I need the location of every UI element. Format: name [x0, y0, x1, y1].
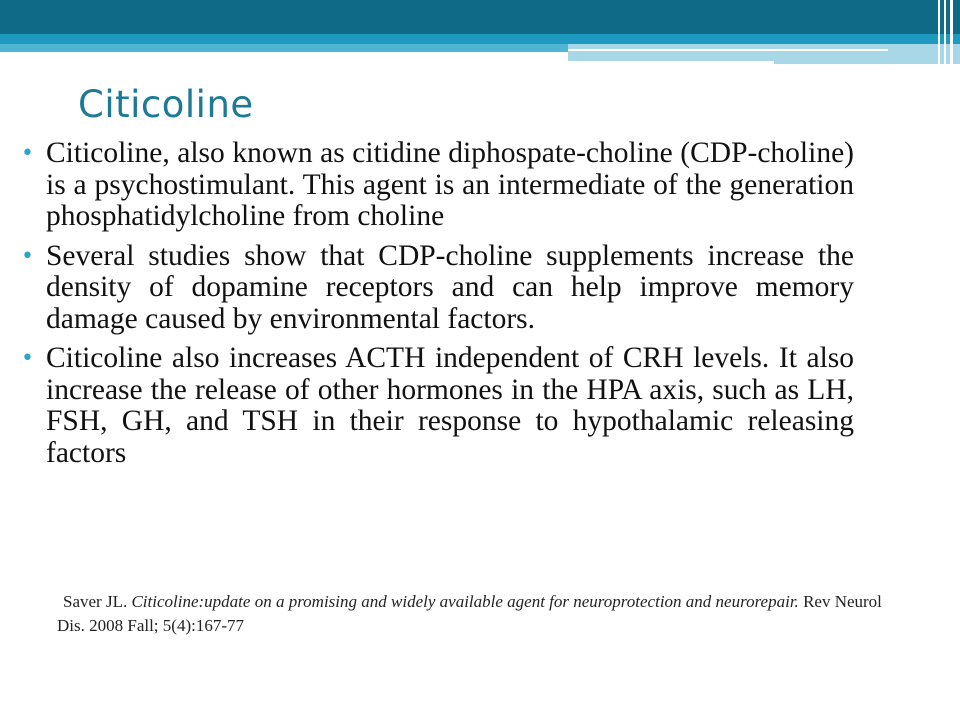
bullet-text: Several studies show that CDP-choline supplements increase the density of dopamine receptors and can help improve memory damage caused by environmental factors.	[46, 239, 854, 335]
citation	[57, 590, 897, 638]
bullet-item	[21, 137, 854, 233]
bullet-item	[21, 239, 854, 336]
bullet-dot-icon: •	[21, 243, 34, 269]
bullet-dot-icon: •	[21, 141, 34, 166]
header-stripe	[944, 0, 946, 64]
citation-author: Saver JL.	[63, 592, 128, 611]
slide-title: Citicoline	[78, 83, 254, 126]
bullet-dot-icon: •	[21, 346, 34, 371]
header-bar-light	[0, 44, 568, 52]
bullet-text: Citicoline, also known as citidine diphospate-choline (CDP-choline) is a psychostimulant. This agent is an intermediate of the generation phosphatidylcholine from choline	[46, 137, 854, 232]
citation-source: Rev Neurol Dis. 2008 Fall; 5(4):167-77	[57, 592, 882, 635]
citation-title: Citicoline:update on a promising and widely available agent for neuroprotection and neurorepair.	[131, 592, 799, 611]
bullet-text: Citicoline also increases ACTH independent of CRH levels. It also increase the release of other hormones in the HPA axis, such as LH, FSH, GH, and TSH in their response to hypothalamic releasing factors	[46, 342, 854, 469]
bullet-list	[21, 137, 854, 477]
header-accent-line-2	[568, 61, 774, 64]
bullet-item	[21, 342, 854, 469]
header-stripe	[950, 0, 953, 64]
header-bar-dark	[0, 0, 960, 34]
header-stripe	[938, 0, 940, 64]
header-accent-line	[568, 49, 888, 51]
header-bar-mid	[0, 34, 960, 44]
